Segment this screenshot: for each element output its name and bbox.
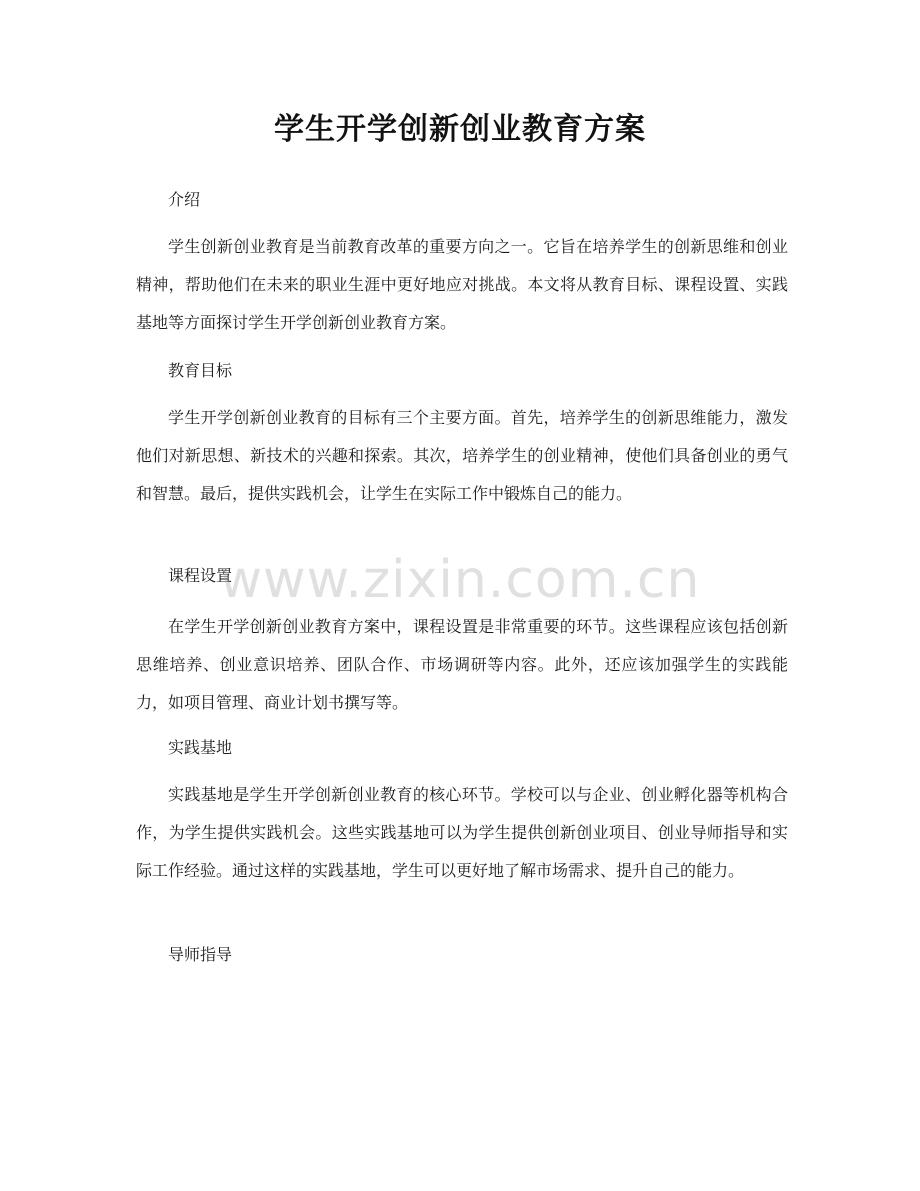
section-paragraph-intro: 学生创新创业教育是当前教育改革的重要方向之一。它旨在培养学生的创新思维和创业精神，帮助他们在未来的职业生涯中更好地应对挑战。本文将从教育目标、课程设置、实践基地等方面探讨学生开学创新创业教育方案。 [136, 237, 788, 332]
section-paragraph-curriculum: 在学生开学创新创业教育方案中，课程设置是非常重要的环节。这些课程应该包括创新思维培养、创业意识培养、团队合作、市场调研等内容。此外，还应该加强学生的实践能力，如项目管理、商业计划书撰写等。 [136, 617, 788, 712]
section-heading-practice-base: 实践基地 [168, 738, 233, 757]
section-heading-goals: 教育目标 [168, 361, 233, 380]
section-heading-curriculum: 课程设置 [168, 566, 233, 585]
section-paragraph-goals: 学生开学创新创业教育的目标有三个主要方面。首先，培养学生的创新思维能力，激发他们对新思想、新技术的兴趣和探索。其次，培养学生的创业精神，使他们具备创业的勇气和智慧。最后，提供实践机会，让学生在实际工作中锻炼自己的能力。 [136, 408, 788, 503]
section-paragraph-practice-base: 实践基地是学生开学创新创业教育的核心环节。学校可以与企业、创业孵化器等机构合作，为学生提供实践机会。这些实践基地可以为学生提供创新创业项目、创业导师指导和实际工作经验。通过这样的实践基地，学生可以更好地了解市场需求、提升自己的能力。 [136, 785, 788, 880]
watermark: www.zixin.com.cn [219, 550, 701, 610]
section-heading-mentor: 导师指导 [168, 945, 233, 964]
document-title: 学生开学创新创业教育方案 [274, 112, 646, 147]
section-heading-intro: 介绍 [168, 190, 201, 209]
